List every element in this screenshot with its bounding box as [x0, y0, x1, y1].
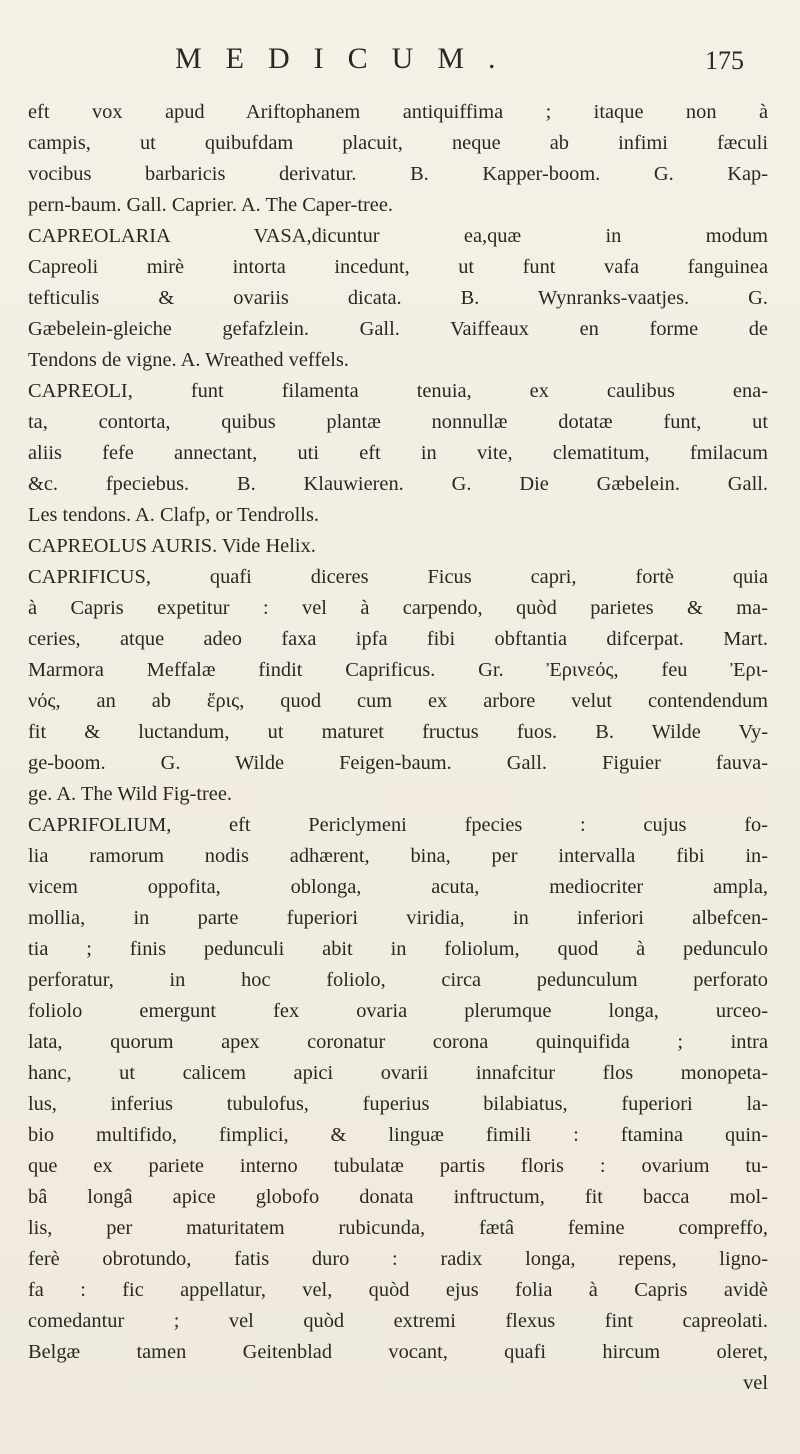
text-line: Gæbelein-gleiche gefafzlein. Gall. Vaiffeaux en forme de [28, 318, 768, 340]
text-line: eft vox apud Ariftophanem antiquiffima ; itaque non à [28, 101, 768, 123]
running-title: MEDICUM. [175, 42, 520, 75]
text-line: tia ; finis pedunculi abit in foliolum, quod à pedunculo [28, 938, 768, 960]
text-line: fa : fic appellatur, vel, quòd ejus folia à Capris avidè [28, 1279, 768, 1301]
text-line: tefticulis & ovariis dicata. B. Wynranks-vaatjes. G. [28, 287, 768, 309]
text-line: CAPRIFOLIUM, eft Periclymeni fpecies : cujus fo- [28, 814, 768, 836]
page-header [0, 42, 800, 82]
text-line: vicem oppofita, oblonga, acuta, mediocriter ampla, [28, 876, 768, 898]
text-line: CAPRIFICUS, quafi diceres Ficus capri, fortè quia [28, 566, 768, 588]
catchword: vel [743, 1372, 768, 1394]
text-line: vocibus barbaricis derivatur. B. Kapper-boom. G. Kap- [28, 163, 768, 185]
text-line: aliis fefe annectant, uti eft in vite, clematitum, fmilacum [28, 442, 768, 464]
text-line: CAPREOLUS AURIS. Vide Helix. [28, 535, 316, 557]
text-line: lata, quorum apex coronatur corona quinquifida ; intra [28, 1031, 768, 1053]
text-line: perforatur, in hoc foliolo, circa pedunculum perforato [28, 969, 768, 991]
text-line: ta, contorta, quibus plantæ nonnullæ dotatæ funt, ut [28, 411, 768, 433]
text-line: Marmora Meffalæ findit Caprificus. Gr. Ἐρινεός, feu Ἐρι- [28, 659, 768, 681]
text-line: bio multifido, fimplici, & linguæ fimili : ftamina quin- [28, 1124, 768, 1146]
text-line: à Capris expetitur : vel à carpendo, quòd parietes & ma- [28, 597, 768, 619]
text-line: Capreoli mirè intorta incedunt, ut funt vafa fanguinea [28, 256, 768, 278]
text-line: lus, inferius tubulofus, fuperius bilabiatus, fuperiori la- [28, 1093, 768, 1115]
text-line: comedantur ; vel quòd extremi flexus fint capreolati. [28, 1310, 768, 1332]
text-line: ceries, atque adeo faxa ipfa fibi obftantia difcerpat. Mart. [28, 628, 768, 650]
text-line: ge-boom. G. Wilde Feigen-baum. Gall. Figuier fauva- [28, 752, 768, 774]
text-line: CAPREOLARIA VASA,dicuntur ea,quæ in modum [28, 225, 768, 247]
text-line: campis, ut quibufdam placuit, neque ab infimi fæculi [28, 132, 768, 154]
text-line: CAPREOLI, funt filamenta tenuia, ex caulibus ena- [28, 380, 768, 402]
text-line: bâ longâ apice globofo donata inftructum, fit bacca mol- [28, 1186, 768, 1208]
text-line: &c. fpeciebus. B. Klauwieren. G. Die Gæbelein. Gall. [28, 473, 768, 495]
text-line: que ex pariete interno tubulatæ partis floris : ovarium tu- [28, 1155, 768, 1177]
text-line: foliolo emergunt fex ovaria plerumque longa, urceo- [28, 1000, 768, 1022]
text-line: lis, per maturitatem rubicunda, fætâ femine compreffo, [28, 1217, 768, 1239]
text-line: νός, an ab ἔρις, quod cum ex arbore velut contendendum [28, 690, 768, 712]
text-line: ferè obrotundo, fatis duro : radix longa, repens, ligno- [28, 1248, 768, 1270]
text-line: lia ramorum nodis adhærent, bina, per intervalla fibi in- [28, 845, 768, 867]
text-line: Belgæ tamen Geitenblad vocant, quafi hircum oleret, [28, 1341, 768, 1363]
text-line: hanc, ut calicem apici ovarii innafcitur flos monopeta- [28, 1062, 768, 1084]
text-line: Les tendons. A. Clafp, or Tendrolls. [28, 504, 319, 526]
text-line: Tendons de vigne. A. Wreathed veffels. [28, 349, 349, 371]
page-number: 175 [705, 46, 744, 75]
text-line: fit & luctandum, ut maturet fructus fuos. B. Wilde Vy- [28, 721, 768, 743]
text-line: ge. A. The Wild Fig-tree. [28, 783, 232, 805]
text-line: mollia, in parte fuperiori viridia, in inferiori albefcen- [28, 907, 768, 929]
text-line: pern-baum. Gall. Caprier. A. The Caper-tree. [28, 194, 393, 216]
